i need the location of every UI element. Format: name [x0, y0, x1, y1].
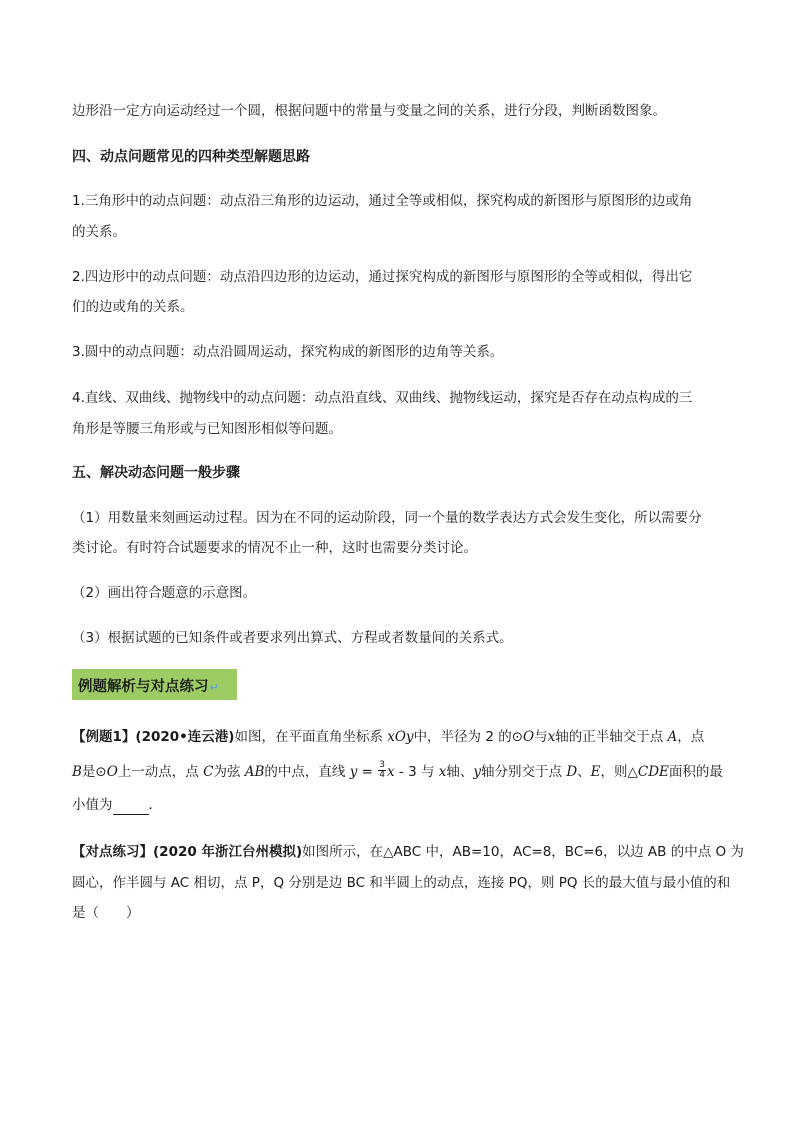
text-line: 的关系。	[72, 224, 126, 240]
text-span: 面积的最	[668, 764, 723, 780]
example-line-2	[72, 759, 732, 782]
practice-line-2: 圆心，作半圆与 AC 相切，点 P，Q 分别是边 BC 和半圆上的动点，连接 PQ，则 PQ 长的最大值与最小值的和	[72, 875, 731, 891]
text-span: ．	[148, 797, 162, 813]
math-var: y	[349, 764, 358, 780]
example-line-1	[72, 727, 732, 747]
example-tag: 【例题1】	[72, 729, 136, 745]
text-line: （3）根据试题的已知条件或者要求列出算式、方程或者数量间的关系式。	[72, 630, 513, 646]
text-span: 轴的正半轴交于点	[555, 729, 664, 745]
text-span: 上一动点，点	[117, 764, 199, 780]
math-var: D	[566, 764, 578, 780]
text-span: - 3 与	[394, 764, 435, 780]
fraction	[378, 761, 386, 780]
text-line: 角形是等腰三角形或与已知图形相似等问题。	[72, 421, 342, 437]
practice-source: (2020 年浙江台州模拟)	[153, 844, 303, 860]
math-var: E	[590, 764, 601, 780]
text-line: 4.直线、双曲线、抛物线中的动点问题：动点沿直线、双曲线、抛物线运动，探究是否存在动点构成的三	[72, 390, 693, 406]
fraction-numerator: 3	[379, 759, 385, 770]
text-line: （1）用数量来刻画运动过程。因为在不同的运动阶段，同一个量的数学表达方式会发生变化，所以需要分	[72, 510, 702, 526]
math-var: x	[438, 764, 447, 780]
text-span: 为弦	[213, 764, 241, 780]
return-mark-icon: ↵	[209, 681, 219, 694]
math-var: A	[667, 729, 678, 745]
text-line: （2）画出符合题意的示意图。	[72, 585, 257, 601]
math-var: AB	[244, 764, 265, 780]
answer-blank	[113, 800, 149, 815]
text-span: 轴、	[446, 764, 474, 780]
math-var: x	[547, 729, 556, 745]
math-var: O	[523, 729, 535, 745]
text-span: 小值为	[72, 797, 113, 813]
example-line-3	[72, 795, 732, 815]
practice-line-1	[72, 842, 744, 862]
math-var: xOy	[387, 729, 414, 745]
section-heading-5: 五、解决动态问题一般步骤	[72, 465, 240, 481]
text-span: 、	[577, 764, 591, 780]
example-source: (2020•连云港)	[135, 729, 235, 745]
text-span: 轴分别交于点	[481, 764, 563, 780]
math-var: x	[387, 764, 395, 780]
text-line: 们的边或角的关系。	[72, 299, 194, 315]
math-var: CDE	[637, 764, 669, 780]
text-span: 与	[534, 729, 548, 745]
text-span: 是⊙	[81, 764, 107, 780]
banner-label: 例题解析与对点练习	[78, 679, 209, 695]
math-var: B	[72, 764, 82, 780]
section-banner	[72, 669, 237, 700]
math-var: y	[473, 764, 482, 780]
text-line: 类讨论。有时符合试题要求的情况不止一种，这时也需要分类讨论。	[72, 540, 477, 556]
text-span: ，则△	[600, 764, 638, 780]
text-span: ，点	[677, 729, 705, 745]
text-line: 3.圆中的动点问题：动点沿圆周运动，探究构成的新图形的边角等关系。	[72, 344, 504, 360]
practice-line-3: 是（ ）	[72, 905, 140, 921]
section-heading-4: 四、动点问题常见的四种类型解题思路	[72, 149, 310, 165]
text-span: 中，半径为 2 的⊙	[413, 729, 524, 745]
text-line: 2.四边形中的动点问题：动点沿四边形的边运动，通过探究构成的新图形与原图形的全等或相似，得出它	[72, 269, 693, 285]
text-span: 的中点，直线	[264, 764, 346, 780]
text-line: 边形沿一定方向运动经过一个圆，根据问题中的常量与变量之间的关系，进行分段，判断函数图象。	[72, 103, 666, 119]
text-span: 如图所示，在△ABC 中，AB=10，AC=8，BC=6，以边 AB 的中点 O 为	[302, 844, 744, 860]
math-var: O	[106, 764, 118, 780]
text-span: =	[357, 764, 378, 780]
practice-tag: 【对点练习】	[72, 844, 153, 860]
text-line: 1.三角形中的动点问题：动点沿三角形的边运动，通过全等或相似，探究构成的新图形与原图形的边或角	[72, 193, 693, 209]
math-var: C	[203, 764, 214, 780]
fraction-denominator: 4	[379, 769, 385, 780]
text-span: 如图，在平面直角坐标系	[234, 729, 383, 745]
